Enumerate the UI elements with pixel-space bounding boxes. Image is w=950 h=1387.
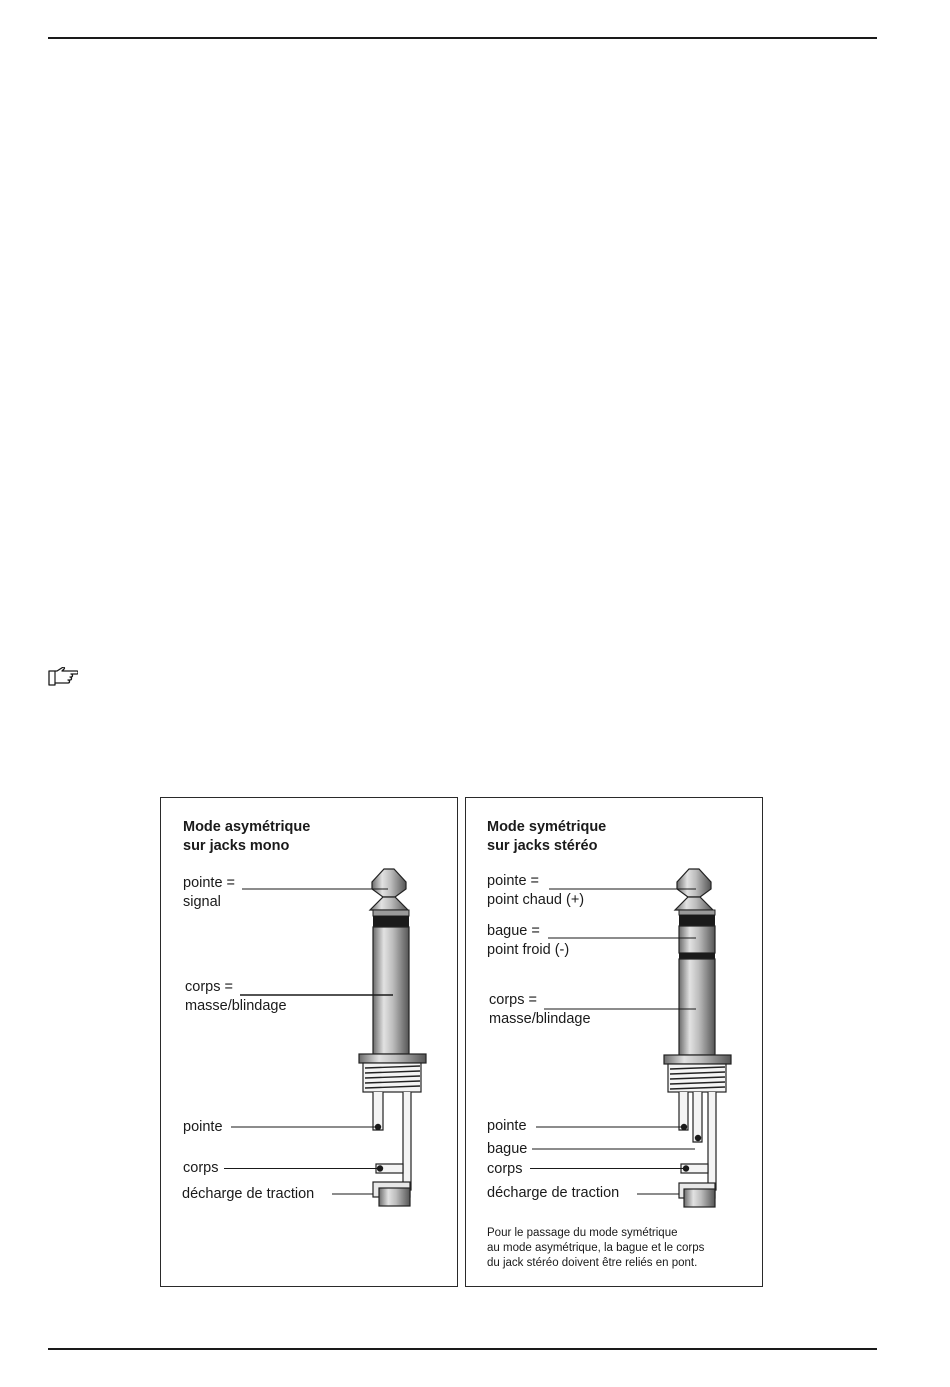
decharge-label: décharge de traction	[182, 1186, 315, 1202]
pointe-eq-label: pointe =	[487, 873, 540, 889]
pointing-hand-icon	[48, 667, 78, 687]
corps-eq-label: corps =	[185, 979, 233, 995]
bague-eq-label: bague =	[487, 923, 540, 939]
bridge-note: Pour le passage du mode symétrique au mode asymétrique, la bague et le corps du jack stéréo doivent être reliés en pont.	[487, 1227, 705, 1269]
header-rule	[48, 37, 877, 39]
corps-eq-label: corps =	[489, 992, 537, 1008]
mono-jack-panel	[160, 797, 458, 1287]
mono-jack-diagram	[161, 798, 457, 1286]
point-chaud-label: point chaud (+)	[487, 892, 585, 908]
decharge-label: décharge de traction	[487, 1185, 620, 1201]
point-froid-label: point froid (-)	[487, 942, 570, 958]
masse-label: masse/blindage	[185, 998, 287, 1014]
mono-panel-title: Mode asymétrique sur jacks mono	[183, 819, 311, 854]
corps-wire-label: corps	[183, 1160, 219, 1176]
stereo-jack-panel	[465, 797, 763, 1287]
signal-label: signal	[183, 894, 221, 910]
pointe-wire-label: pointe	[183, 1119, 223, 1135]
stereo-panel-title: Mode symétrique sur jacks stéréo	[487, 819, 607, 854]
masse-label: masse/blindage	[489, 1011, 591, 1027]
corps-wire-label: corps	[487, 1161, 523, 1177]
pointe-eq-label: pointe =	[183, 875, 236, 891]
pointe-wire-label: pointe	[487, 1118, 527, 1134]
bague-wire-label: bague	[487, 1141, 528, 1157]
footer-rule	[48, 1348, 877, 1350]
